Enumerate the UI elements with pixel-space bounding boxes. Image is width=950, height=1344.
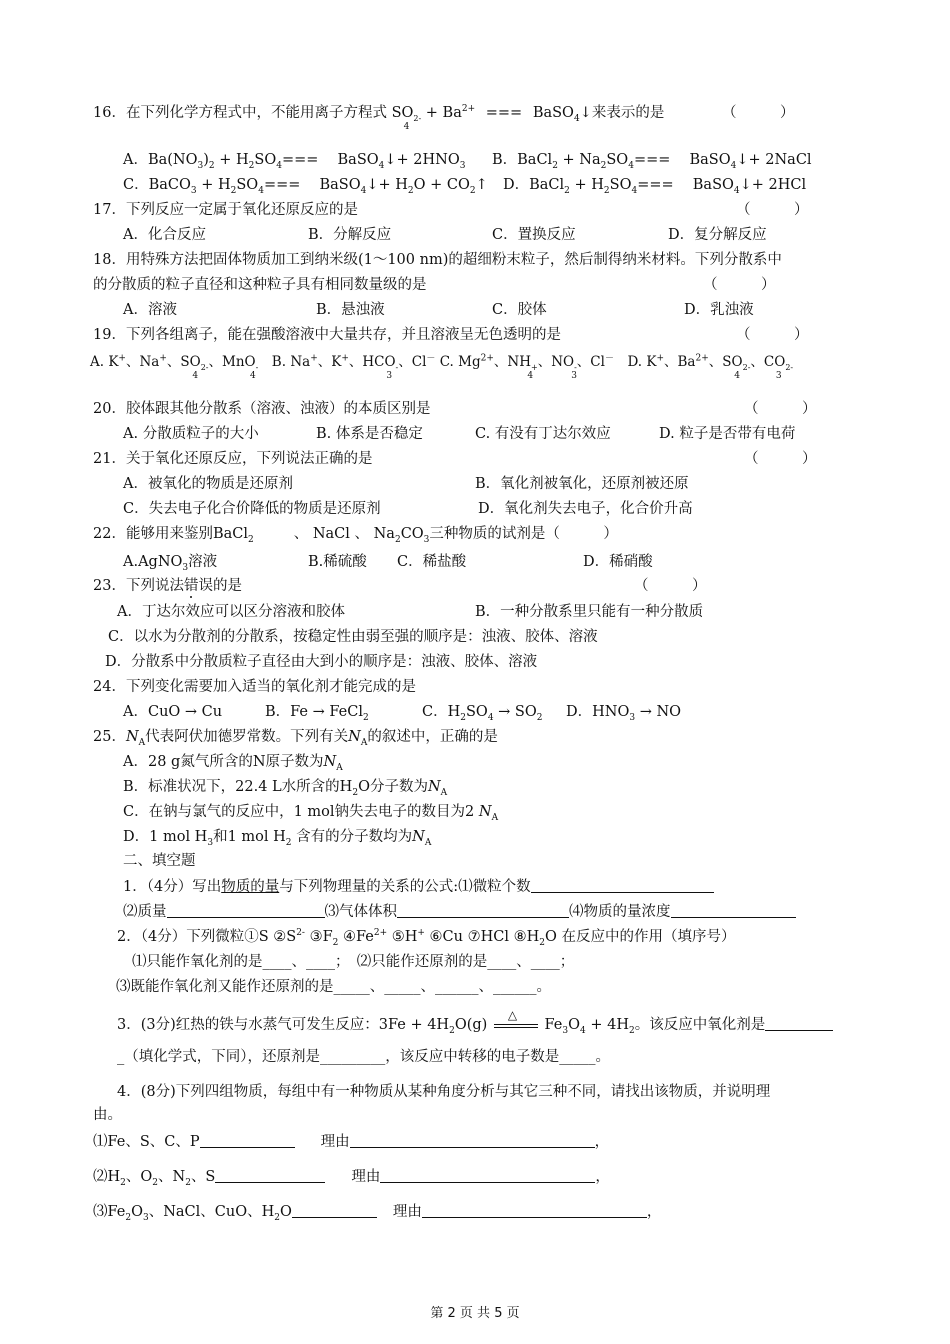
question-24-stem: 24．下列变化需要加入适当的氧化剂才能完成的是	[93, 679, 416, 695]
answer-blank[interactable]	[167, 903, 325, 918]
answer-paren[interactable]: （ ）	[703, 277, 776, 293]
q23-option-c[interactable]: C．以水为分散剂的分散系，按稳定性由弱至强的顺序是：浊液、胶体、溶液	[108, 629, 598, 645]
q17-option-c[interactable]: C．置换反应	[492, 227, 576, 243]
q25-option-c[interactable]: C．在钠与氯气的反应中，1 mol钠失去电子的数目为2 $N_A$	[123, 804, 499, 823]
fill-4-line1: 4．(8分)下列四组物质，每组中有一种物质从某种角度分析与其它三种不同，请找出该物质，并说明理	[117, 1084, 771, 1100]
question-20-stem: 20．胶体跟其他分散系（溶液、浊液）的本质区别是	[93, 401, 431, 417]
q25-option-b[interactable]: B．标准状况下，22.4 L水所含的$H_2O$分子数为$N_A$	[123, 779, 448, 798]
question-25-stem: 25．$N_A$代表阿伏加德罗常数。下列有关$N_A$的叙述中，正确的是	[93, 729, 498, 748]
question-19-stem: 19．下列各组离子，能在强酸溶液中大量共存，并且溶液呈无色透明的是	[93, 327, 561, 343]
fill-2-stem: 2．（4分）下列微粒①S $②S^{2-}$ $③F_2$ $④Fe^{2+}$ ⑤H+ ⑥Cu ⑦HCl $⑧H_2O$ 在反应中的作用（填序号）	[117, 928, 736, 948]
answer-blank[interactable]	[422, 1203, 647, 1218]
q18-option-c[interactable]: C．胶体	[492, 302, 547, 318]
q25-option-d[interactable]: D．1 mol $H_3$和1 mol $H_2$ 含有的分子数均为$N_A$	[123, 829, 432, 848]
fill-2-part3[interactable]: ⑶既能作氧化剂又能作还原剂的是_____、_____、______、______。	[116, 979, 551, 995]
q21-option-d[interactable]: D．氧化剂失去电子，化合价升高	[478, 501, 693, 517]
page-number: 第 2 页 共 5 页	[430, 1306, 520, 1321]
q20-option-a[interactable]: A. 分散质粒子的大小	[123, 426, 259, 442]
fill-1-line2: ⑵质量 ⑶气体体积 ⑷物质的量浓度	[123, 903, 796, 921]
answer-paren[interactable]: （ ）	[722, 105, 795, 121]
q20-option-b[interactable]: B. 体系是否稳定	[316, 426, 423, 442]
answer-paren[interactable]: （ ）	[634, 578, 707, 594]
question-22-stem: 22．能够用来鉴别BaCl$_2$ 、 NaCl 、 $Na_2CO_3$三种物质的试剂是（ ）	[93, 526, 618, 545]
q23-option-b[interactable]: B．一种分散系里只能有一种分散质	[475, 604, 704, 620]
q17-option-d[interactable]: D．复分解反应	[668, 227, 767, 243]
heat-arrow: △	[492, 1016, 540, 1032]
q22-option-b[interactable]: B.稀硫酸	[308, 554, 367, 570]
answer-blank[interactable]	[397, 903, 569, 918]
q22-option-c[interactable]: C．稀盐酸	[397, 554, 467, 570]
answer-paren[interactable]: （ ）	[744, 401, 817, 417]
q23-option-d[interactable]: D．分散系中分散质粒子直径由大到小的顺序是：浊液、胶体、溶液	[105, 654, 538, 670]
q20-option-d[interactable]: D. 粒子是否带有电荷	[659, 426, 796, 442]
q24-option-d[interactable]: D．$HNO_3$ → NO	[566, 704, 682, 723]
fill-4-group1: ⑴Fe、S、C、P 理由 ，	[93, 1134, 610, 1150]
question-23-stem: 23．下列说法错误的是	[93, 578, 242, 594]
q16-option-c[interactable]: C．BaCO$_3$ + $H_2SO_4===$ BaSO$_4$↓+ $H_2O$ + $CO_2↑$	[123, 177, 488, 196]
answer-paren[interactable]: （ ）	[744, 451, 817, 467]
q23-option-a[interactable]: A．丁达尔效应可以区分溶液和胶体	[117, 604, 345, 620]
answer-blank[interactable]	[531, 878, 714, 893]
q19-options[interactable]: A. K+、Na+、$SO_{2-}$ 4 、MnO$_-$ 4 B. Na+、K+、$HCO_-$ 3 、Cl－ C. $Mg^{2+}$、$NH_+$ 4 、$NO_-$ 3 、Cl－ D. K+、$Ba^{2+}$、$SO_{2-}$ 4 、$CO_{2-}$ 3	[90, 353, 794, 381]
q17-option-a[interactable]: A．化合反应	[123, 227, 206, 243]
answer-blank[interactable]	[292, 1203, 377, 1218]
fill-3-line2[interactable]: _（填化学式，下同），还原剂是_________，该反应中转移的电子数是_____。	[117, 1049, 610, 1065]
question-21-stem: 21．关于氧化还原反应，下列说法正确的是	[93, 451, 373, 467]
q22-option-d[interactable]: D．稀硝酸	[583, 554, 653, 570]
q24-option-a[interactable]: A．CuO → Cu	[123, 704, 223, 720]
q17-option-b[interactable]: B．分解反应	[308, 227, 392, 243]
answer-blank[interactable]	[380, 1168, 595, 1183]
q24-option-b[interactable]: B．Fe → FeCl$_2$	[265, 704, 369, 723]
fill-1-line1: 1．（4分）写出物质的量与下列物理量的关系的公式:⑴微粒个数	[123, 878, 714, 896]
q16-option-b[interactable]: B．BaCl$_2$ + $Na_2SO_4===$ BaSO$_4$↓+ 2NaCl	[492, 152, 812, 171]
q25-option-a[interactable]: A．28 g氮气所含的N原子数为$N_A$	[123, 754, 343, 773]
answer-paren[interactable]: （ ）	[736, 327, 809, 343]
q18-option-d[interactable]: D．乳浊液	[684, 302, 754, 318]
q18-option-a[interactable]: A．溶液	[123, 302, 177, 318]
question-18-line2: 的分散质的粒子直径和这种粒子具有相同数量级的是	[93, 277, 427, 293]
q24-option-c[interactable]: C．$H_2SO_4 \to SO_2$	[422, 704, 543, 723]
fill-4-group2: $⑵H_2$、$O_2$、$N_2$、S 理由 ，	[93, 1169, 610, 1188]
emphasis-dot: 错	[183, 578, 199, 594]
answer-blank[interactable]	[215, 1168, 325, 1183]
answer-blank[interactable]	[671, 903, 796, 918]
fill-3-stem: 3．(3分)红热的铁与水蒸气可发生反应：$3Fe + 4H_2O(g)$ △ $Fe_3O_4 + 4H_2$。该反应中氧化剂是	[117, 1016, 833, 1034]
fill-2-part1[interactable]: ⑴只能作氧化剂的是____、____； ⑵只能作还原剂的是____、____；	[132, 954, 575, 970]
answer-blank[interactable]	[765, 1016, 833, 1031]
q21-option-c[interactable]: C．失去电子化合价降低的物质是还原剂	[123, 501, 381, 517]
q16-option-a[interactable]: A．$Ba(NO_3)_2 + H_2SO_4===$ BaSO$_4$↓+ $2HNO_3$	[123, 152, 466, 171]
q18-option-b[interactable]: B．悬浊液	[316, 302, 385, 318]
q22-option-a[interactable]: A.AgNO$_3$溶液	[123, 554, 218, 573]
answer-blank[interactable]	[200, 1133, 295, 1148]
q21-option-a[interactable]: A．被氧化的物质是还原剂	[123, 476, 293, 492]
fill-4-group3: $⑶Fe_2O_3$、NaCl、CuO、$H_2O$ 理由 ，	[93, 1204, 662, 1223]
q21-option-b[interactable]: B．氧化剂被氧化，还原剂被还原	[475, 476, 689, 492]
q20-option-c[interactable]: C. 有没有丁达尔效应	[475, 426, 611, 442]
question-17-stem: 17．下列反应一定属于氧化还原反应的是	[93, 202, 358, 218]
answer-paren[interactable]: （ ）	[736, 202, 809, 218]
section-title: 二、填空题	[123, 853, 196, 869]
q16-option-d[interactable]: D．BaCl$_2$ + $H_2SO_4===$ BaSO$_4$↓+ 2HCl	[503, 177, 807, 196]
question-18-line1: 18．用特殊方法把固体物质加工到纳米级(1～100 nm)的超细粉末粒子，然后制得纳米材料。下列分散系中	[93, 252, 782, 268]
question-16-stem: 16．在下列化学方程式中，不能用离子方程式 $SO_{2-}$ 4 + $Ba^{2+}$ === BaSO$_4$↓来表示的是	[93, 104, 665, 132]
answer-blank[interactable]	[350, 1133, 595, 1148]
fill-4-line2: 由。	[93, 1107, 122, 1123]
sulfate-ion: $SO_{2-}$ 4	[391, 105, 422, 132]
